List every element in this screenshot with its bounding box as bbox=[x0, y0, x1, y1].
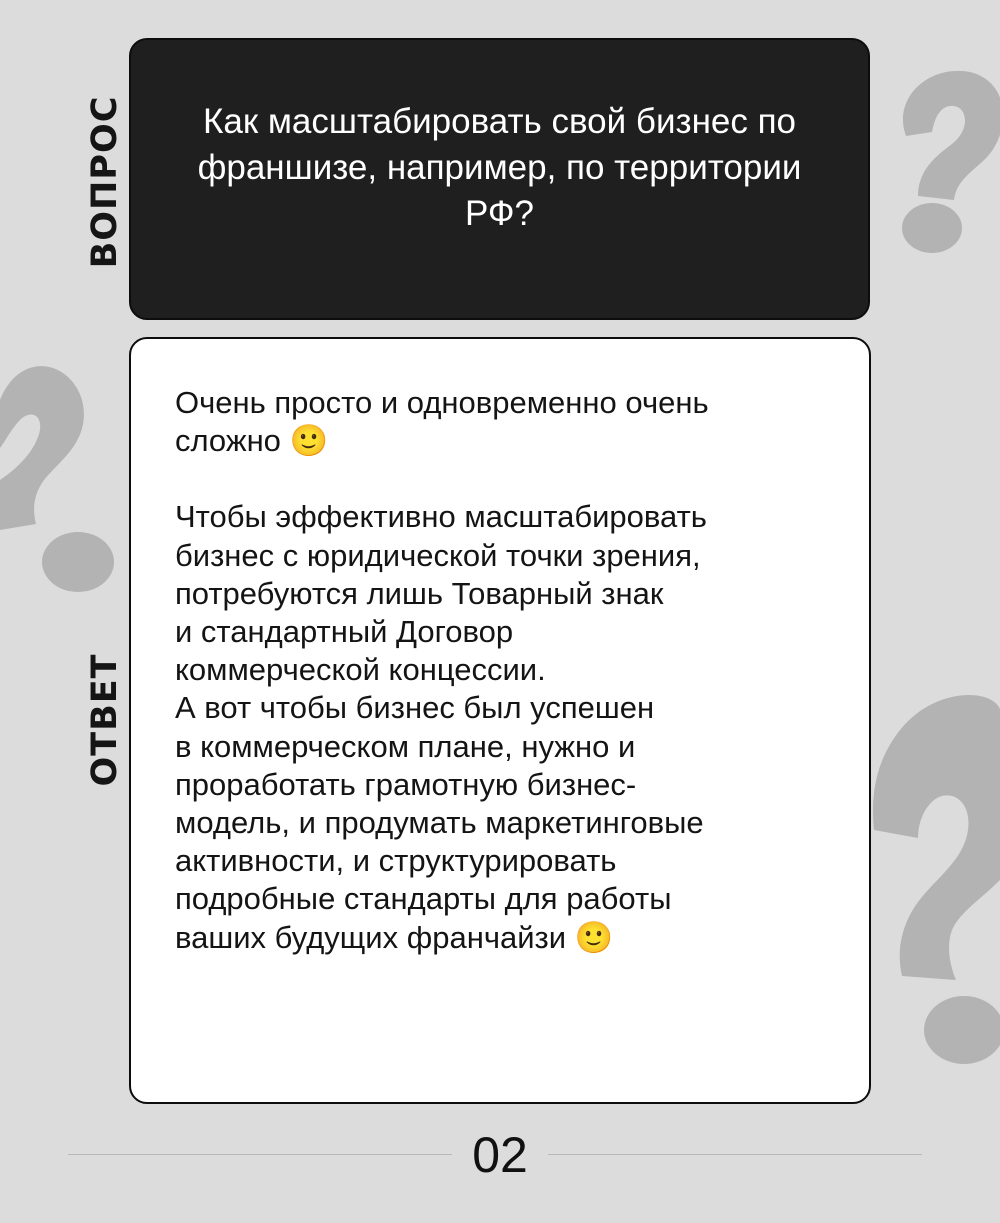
footer-divider-right bbox=[548, 1154, 922, 1155]
question-mark-icon bbox=[0, 330, 120, 600]
question-mark-icon bbox=[860, 680, 1000, 1070]
answer-paragraph: Чтобы эффективно масштабировать бизнес с юридической точки зрения, потребуются лишь Товарный знак и стандартный Договор коммерческой концессии. А вот чтобы бизнес был успешен в коммерческом плане, нужно и проработать грамотную бизнес- модель, и продумать маркетинговые активности, и структурировать подробные стандарты для работы ваших будущих франчайзи 🙂 bbox=[175, 499, 707, 955]
question-text: Как масштабировать свой бизнес по франшизе, например, по территории РФ? bbox=[197, 101, 802, 233]
answer-paragraph: Очень просто и одновременно очень сложно 🙂 bbox=[175, 385, 709, 459]
question-label: ВОПРОС bbox=[85, 95, 125, 269]
answer-label: ОТВЕТ bbox=[85, 653, 125, 787]
footer-divider-left bbox=[68, 1154, 452, 1155]
question-card bbox=[129, 38, 870, 320]
question-mark-icon bbox=[884, 58, 1000, 258]
page-number: 02 bbox=[472, 1127, 528, 1183]
answer-card bbox=[129, 337, 871, 1104]
answer-body bbox=[175, 384, 825, 957]
